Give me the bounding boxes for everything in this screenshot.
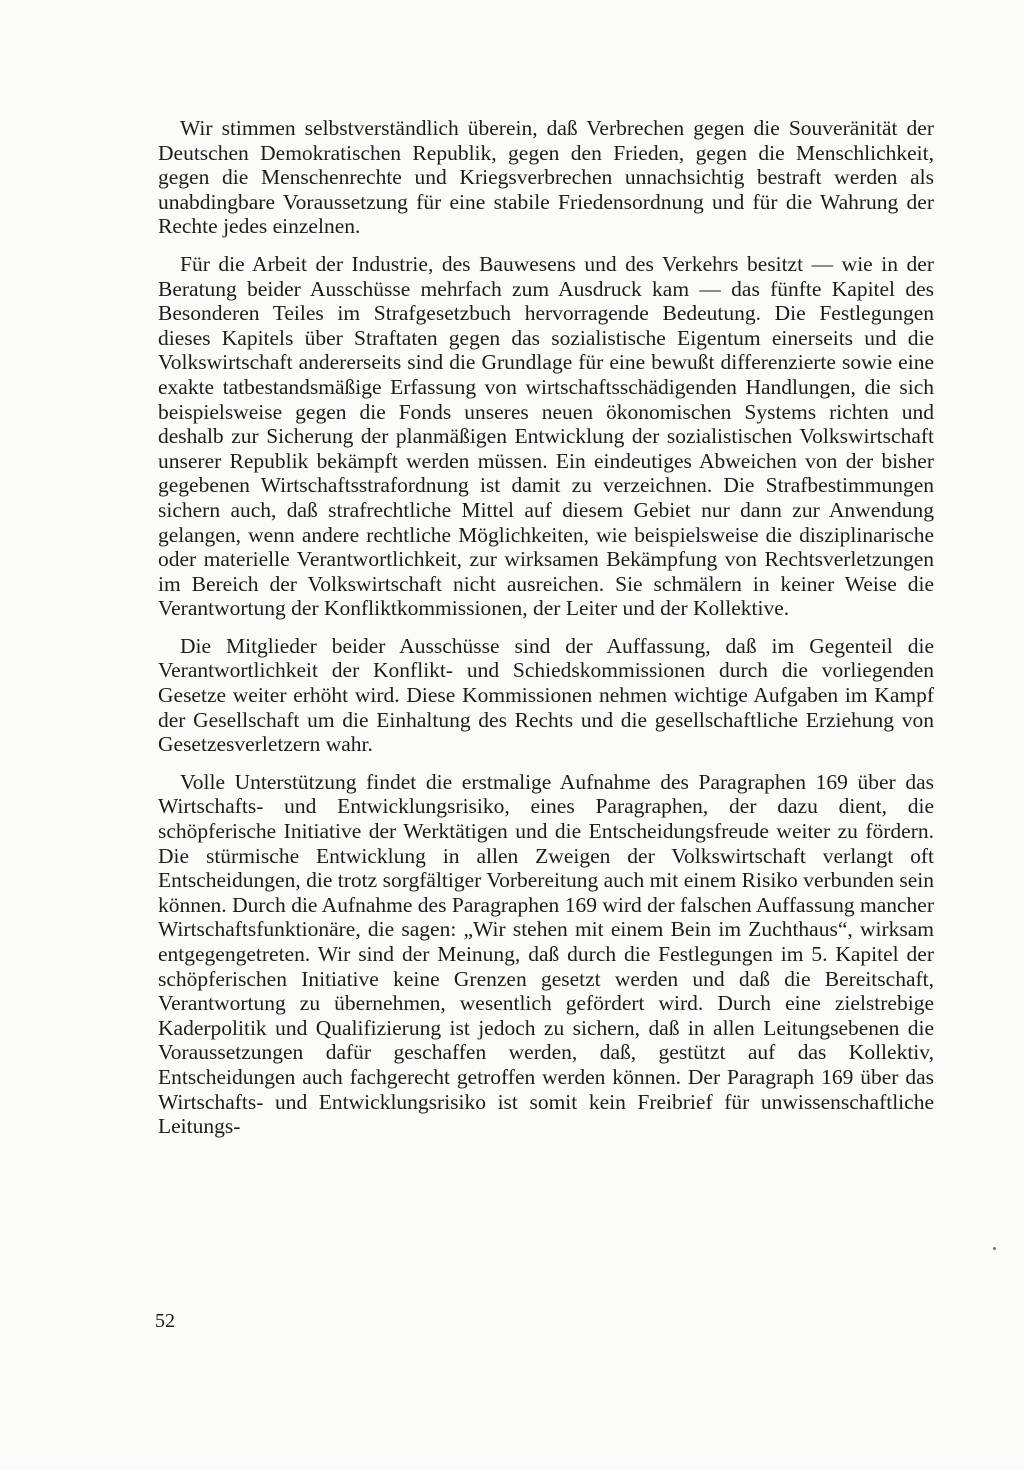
body-text <box>158 116 934 1152</box>
paragraph-fifth-chapter: Für die Arbeit der Industrie, des Bauwesens und des Verkehrs besitzt — wie in der Beratung beider Ausschüsse mehrfach zum Ausdruck kam — das fünfte Kapitel des Besonderen Teiles im Strafgesetzbuch hervorragende Bedeutung. Die Festlegungen dieses Kapitels über Straftaten gegen das sozialistische Eigentum einerseits und die Volkswirtschaft andererseits sind die Grundlage für eine bewußt differenzierte sowie eine exakte tatbestandsmäßige Erfassung von wirtschaftsschädigenden Handlungen, die sich beispielsweise gegen die Fonds unseres neuen ökonomischen Systems richten und deshalb zur Sicherung der planmäßigen Entwicklung der sozialistischen Volkswirtschaft unserer Republik bekämpft werden müssen. Ein eindeutiges Abweichen von der bisher gegebenen Wirtschaftsstrafordnung ist damit zu verzeichnen. Die Strafbestimmungen sichern auch, daß strafrechtliche Mittel auf diesem Gebiet nur dann zur Anwendung gelangen, wenn andere rechtliche Möglichkeiten, wie beispielsweise die disziplinarische oder materielle Verantwortlichkeit, zur wirksamen Bekämpfung von Rechtsverletzungen im Bereich der Volkswirtschaft nicht ausreichen. Sie schmälern in keiner Weise die Verantwortung der Konfliktkommissionen, der Leiter und der Kollektive. <box>158 251 934 621</box>
page-number: 52 <box>155 1310 175 1332</box>
paragraph-sovereignty: Wir stimmen selbstverständlich überein, daß Verbrechen gegen die Souveränität der Deutschen Demokratischen Republik, gegen den Frieden, gegen die Menschlichkeit, gegen die Menschenrechte und Kriegsverbrechen unnachsichtig bestraft werden als unabdingbare Voraussetzung für eine stabile Friedensordnung und für die Wahrung der Rechte jedes einzelnen. <box>158 116 934 239</box>
scan-speck <box>993 1247 996 1250</box>
paragraph-section-169: Volle Unterstützung findet die erstmalige Aufnahme des Paragraphen 169 über das Wirtschafts- und Entwicklungsrisiko, eines Paragraphen, der dazu dient, die schöpferische Initiative der Werktätigen und die Entscheidungsfreude weiter zu fördern. Die stürmische Entwicklung in allen Zweigen der Volkswirtschaft verlangt oft Entscheidungen, die trotz sorgfältiger Vorbereitung auch mit einem Risiko verbunden sein können. Durch die Aufnahme des Paragraphen 169 wird der falschen Auffassung mancher Wirtschaftsfunktionäre, die sagen: „Wir stehen mit einem Bein im Zuchthaus“, wirksam entgegengetreten. Wir sind der Meinung, daß durch die Festlegungen im 5. Kapitel der schöpferischen Initiative keine Grenzen gesetzt werden und daß die Bereitschaft, Verantwortung zu übernehmen, wesentlich gefördert wird. Durch eine zielstrebige Kaderpolitik und Qualifizierung ist jedoch zu sichern, daß in allen Leitungsebenen die Voraussetzungen dafür geschaffen werden, daß, gestützt auf das Kollektiv, Entscheidungen auch fachgerecht getroffen werden können. Der Paragraph 169 über das Wirtschafts- und Entwicklungsrisiko ist somit kein Freibrief für unwissenschaftliche Leitungs- <box>158 769 934 1139</box>
paragraph-commissions: Die Mitglieder beider Ausschüsse sind der Auffassung, daß im Gegenteil die Verantwortlichkeit der Konflikt- und Schiedskommissionen durch die vorliegenden Gesetze weiter erhöht wird. Diese Kommissionen nehmen wichtige Aufgaben im Kampf der Gesellschaft um die Einhaltung des Rechts und die gesellschaftliche Erziehung von Gesetzesverletzern wahr. <box>158 633 934 757</box>
